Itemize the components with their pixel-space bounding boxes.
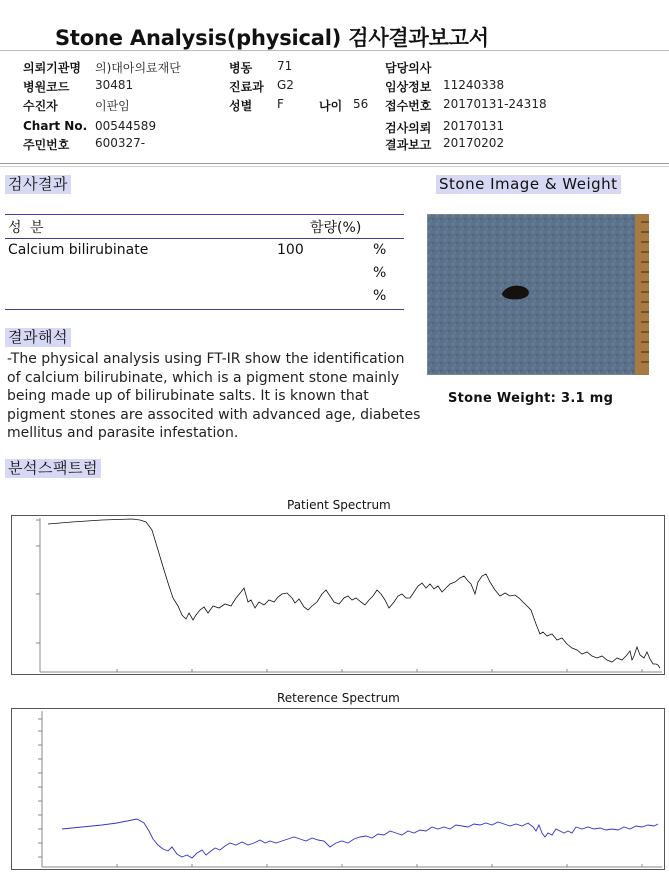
ward-value: 71 bbox=[277, 59, 293, 73]
stone-weight-label: Stone Weight: bbox=[448, 391, 557, 406]
request-date-value: 20170131 bbox=[443, 119, 505, 133]
sex-value: F bbox=[277, 97, 284, 111]
report-date-value: 20170202 bbox=[443, 136, 505, 150]
results-table-bottom-line bbox=[5, 309, 404, 310]
results-heading: 검사결과 bbox=[5, 175, 71, 194]
results-table-top-line bbox=[5, 214, 404, 215]
chart-no-value: 00544589 bbox=[95, 119, 157, 133]
patient-spectrum bbox=[11, 515, 665, 675]
component-cell: Calcium bilirubinate bbox=[8, 242, 149, 258]
info-divider-bottom bbox=[0, 166, 669, 167]
unit-cell: % bbox=[373, 265, 387, 281]
dept-value: G2 bbox=[277, 78, 294, 92]
spectrum-heading: 분석스팩트럼 bbox=[5, 459, 101, 478]
stone-photo bbox=[427, 214, 649, 375]
stone-weight-unit: mg bbox=[589, 391, 614, 406]
unit-cell: % bbox=[373, 242, 387, 258]
amount-column-header: 함량(%) bbox=[310, 220, 362, 236]
age-label: 나이 bbox=[319, 99, 343, 113]
age-value: 56 bbox=[353, 97, 369, 111]
clinical-info-label: 임상정보 bbox=[385, 80, 432, 94]
institution-label: 의뢰기관명 bbox=[23, 61, 81, 75]
title-divider bbox=[0, 50, 669, 51]
hospital-code-label: 병원코드 bbox=[23, 80, 70, 94]
amount-cell: 100 bbox=[277, 242, 304, 258]
patient-spectrum-title: Patient Spectrum bbox=[287, 498, 391, 512]
unit-cell: % bbox=[373, 288, 387, 304]
hospital-code-value: 30481 bbox=[95, 78, 134, 92]
clinical-info-value: 11240338 bbox=[443, 78, 505, 92]
report-date-label: 결과보고 bbox=[385, 138, 432, 152]
sex-label: 성별 bbox=[229, 99, 253, 113]
resident-no-label: 주민번호 bbox=[23, 138, 70, 152]
doctor-label: 담당의사 bbox=[385, 61, 432, 75]
reference-spectrum-title: Reterence Spectrum bbox=[277, 691, 400, 705]
reference-spectrum bbox=[11, 708, 665, 870]
stone-heading: Stone Image & Weight bbox=[436, 175, 621, 194]
interpretation-heading: 결과해석 bbox=[5, 328, 71, 347]
institution-value: 의)대아의료재단 bbox=[95, 61, 181, 75]
chart-no-label: Chart No. bbox=[23, 119, 88, 133]
patient-value: 이판임 bbox=[95, 99, 130, 113]
ruler bbox=[635, 214, 649, 375]
info-divider-top bbox=[0, 163, 669, 164]
stone-weight-value: 3.1 bbox=[560, 391, 585, 406]
dept-label: 진료과 bbox=[229, 80, 264, 94]
component-column-header: 성 분 bbox=[8, 220, 46, 236]
receipt-no-label: 접수번호 bbox=[385, 99, 432, 113]
results-table-header-line bbox=[5, 238, 404, 239]
patient-label: 수진자 bbox=[23, 99, 58, 113]
interpretation-text: -The physical analysis using FT-IR show the identification of calcium bilirubinate, which is a pigment stone mainly being made up of bilirubinate salts. It is known that pigment stones are associted with advanced age, diabetes mellitus and parasite infestation. bbox=[7, 351, 421, 441]
report-title: Stone Analysis(physical) 검사결과보고서 bbox=[55, 26, 489, 50]
receipt-no-value: 20170131-24318 bbox=[443, 97, 547, 111]
request-date-label: 검사의뢰 bbox=[385, 121, 432, 135]
ward-label: 병동 bbox=[229, 61, 253, 75]
stone-weight bbox=[448, 391, 613, 406]
resident-no-value: 600327- bbox=[95, 136, 146, 150]
